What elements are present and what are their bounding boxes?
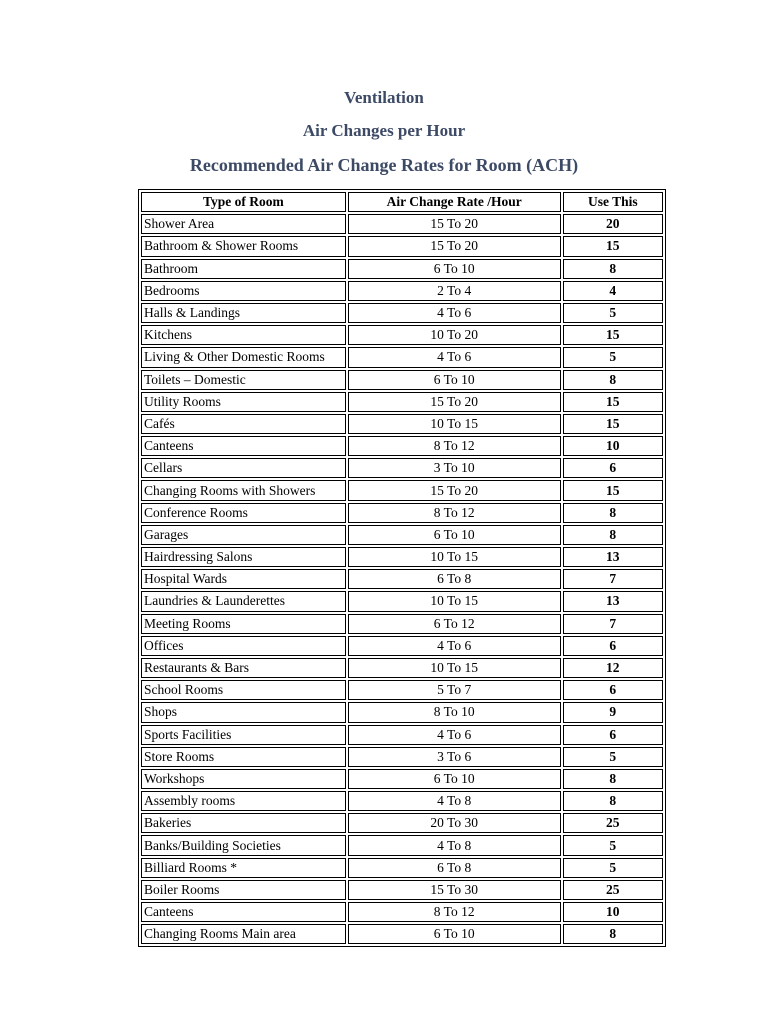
cell-room-type: School Rooms [141,680,346,700]
cell-room-type: Conference Rooms [141,503,346,523]
cell-air-change-rate: 8 To 12 [348,902,561,922]
table-row [141,414,663,434]
cell-room-type: Assembly rooms [141,791,346,811]
table-row [141,325,663,345]
table-row [141,747,663,767]
cell-use-this: 5 [563,858,663,878]
cell-air-change-rate: 6 To 8 [348,858,561,878]
cell-air-change-rate: 8 To 10 [348,702,561,722]
table-row [141,392,663,412]
cell-use-this: 8 [563,791,663,811]
cell-room-type: Cellars [141,458,346,478]
cell-air-change-rate: 10 To 15 [348,658,561,678]
cell-room-type: Garages [141,525,346,545]
cell-air-change-rate: 6 To 10 [348,259,561,279]
cell-air-change-rate: 4 To 8 [348,835,561,855]
cell-use-this: 15 [563,325,663,345]
cell-air-change-rate: 15 To 20 [348,392,561,412]
cell-room-type: Banks/Building Societies [141,835,346,855]
table-row [141,547,663,567]
cell-room-type: Shops [141,702,346,722]
table-row [141,924,663,944]
cell-room-type: Changing Rooms Main area [141,924,346,944]
cell-use-this: 8 [563,924,663,944]
cell-air-change-rate: 5 To 7 [348,680,561,700]
table-row [141,858,663,878]
cell-room-type: Bathroom & Shower Rooms [141,236,346,256]
cell-air-change-rate: 3 To 6 [348,747,561,767]
cell-air-change-rate: 6 To 10 [348,924,561,944]
cell-use-this: 8 [563,503,663,523]
cell-room-type: Boiler Rooms [141,880,346,900]
cell-use-this: 10 [563,902,663,922]
cell-room-type: Bakeries [141,813,346,833]
cell-air-change-rate: 4 To 6 [348,347,561,367]
cell-use-this: 4 [563,281,663,301]
cell-air-change-rate: 8 To 12 [348,503,561,523]
table-row [141,591,663,611]
table-row [141,525,663,545]
cell-room-type: Billiard Rooms * [141,858,346,878]
cell-room-type: Halls & Landings [141,303,346,323]
cell-use-this: 7 [563,569,663,589]
table-row [141,835,663,855]
cell-room-type: Bedrooms [141,281,346,301]
cell-air-change-rate: 6 To 8 [348,569,561,589]
cell-room-type: Hairdressing Salons [141,547,346,567]
cell-use-this: 8 [563,525,663,545]
cell-room-type: Canteens [141,436,346,456]
table-row [141,569,663,589]
table-row [141,259,663,279]
cell-use-this: 25 [563,813,663,833]
column-header-air-change-rate: Air Change Rate /Hour [348,192,561,212]
cell-use-this: 25 [563,880,663,900]
table-row [141,813,663,833]
table-row [141,281,663,301]
table-row [141,480,663,500]
cell-use-this: 13 [563,591,663,611]
table-row [141,303,663,323]
header-row [141,192,663,212]
cell-use-this: 15 [563,236,663,256]
cell-use-this: 8 [563,769,663,789]
document-subtitle: Air Changes per Hour [302,121,466,140]
cell-use-this: 10 [563,436,663,456]
table-row [141,458,663,478]
cell-use-this: 15 [563,414,663,434]
table-row [141,680,663,700]
cell-room-type: Changing Rooms with Showers [141,480,346,500]
table-row [141,702,663,722]
cell-room-type: Store Rooms [141,747,346,767]
cell-room-type: Canteens [141,902,346,922]
cell-use-this: 5 [563,747,663,767]
table-row [141,658,663,678]
cell-use-this: 9 [563,702,663,722]
cell-air-change-rate: 4 To 6 [348,636,561,656]
table-row [141,503,663,523]
cell-air-change-rate: 4 To 6 [348,303,561,323]
cell-air-change-rate: 4 To 6 [348,725,561,745]
heading-block [0,88,768,175]
table-row [141,214,663,234]
cell-room-type: Kitchens [141,325,346,345]
cell-air-change-rate: 6 To 10 [348,769,561,789]
cell-use-this: 6 [563,725,663,745]
cell-use-this: 15 [563,392,663,412]
cell-room-type: Workshops [141,769,346,789]
cell-room-type: Toilets – Domestic [141,370,346,390]
table-header [141,192,663,212]
cell-use-this: 15 [563,480,663,500]
cell-room-type: Meeting Rooms [141,614,346,634]
table-row [141,370,663,390]
cell-air-change-rate: 15 To 30 [348,880,561,900]
cell-room-type: Offices [141,636,346,656]
cell-use-this: 6 [563,458,663,478]
ach-table [138,189,666,947]
cell-air-change-rate: 10 To 15 [348,591,561,611]
cell-air-change-rate: 10 To 20 [348,325,561,345]
cell-use-this: 12 [563,658,663,678]
cell-air-change-rate: 10 To 15 [348,414,561,434]
cell-room-type: Utility Rooms [141,392,346,412]
cell-use-this: 8 [563,259,663,279]
table-row [141,902,663,922]
cell-air-change-rate: 15 To 20 [348,214,561,234]
cell-room-type: Hospital Wards [141,569,346,589]
cell-air-change-rate: 6 To 12 [348,614,561,634]
table-body [141,214,663,944]
table-row [141,347,663,367]
cell-use-this: 20 [563,214,663,234]
cell-room-type: Laundries & Launderettes [141,591,346,611]
column-header-room-type: Type of Room [141,192,346,212]
document-title: Ventilation [344,88,424,107]
table-row [141,769,663,789]
cell-air-change-rate: 10 To 15 [348,547,561,567]
column-header-use-this: Use This [563,192,663,212]
table-row [141,236,663,256]
table-row [141,880,663,900]
cell-air-change-rate: 2 To 4 [348,281,561,301]
table-caption: Recommended Air Change Rates for Room (ACH) [189,155,579,175]
cell-air-change-rate: 6 To 10 [348,525,561,545]
cell-use-this: 5 [563,303,663,323]
cell-room-type: Restaurants & Bars [141,658,346,678]
cell-air-change-rate: 8 To 12 [348,436,561,456]
cell-air-change-rate: 15 To 20 [348,236,561,256]
cell-use-this: 5 [563,347,663,367]
cell-air-change-rate: 15 To 20 [348,480,561,500]
cell-use-this: 6 [563,680,663,700]
table-row [141,436,663,456]
cell-air-change-rate: 4 To 8 [348,791,561,811]
cell-use-this: 5 [563,835,663,855]
cell-room-type: Bathroom [141,259,346,279]
table-row [141,725,663,745]
cell-use-this: 8 [563,370,663,390]
cell-room-type: Shower Area [141,214,346,234]
table-row [141,791,663,811]
cell-room-type: Cafés [141,414,346,434]
cell-use-this: 6 [563,636,663,656]
cell-use-this: 13 [563,547,663,567]
table-row [141,636,663,656]
cell-room-type: Sports Facilities [141,725,346,745]
table-row [141,614,663,634]
cell-use-this: 7 [563,614,663,634]
cell-air-change-rate: 3 To 10 [348,458,561,478]
cell-air-change-rate: 6 To 10 [348,370,561,390]
cell-air-change-rate: 20 To 30 [348,813,561,833]
cell-room-type: Living & Other Domestic Rooms [141,347,346,367]
